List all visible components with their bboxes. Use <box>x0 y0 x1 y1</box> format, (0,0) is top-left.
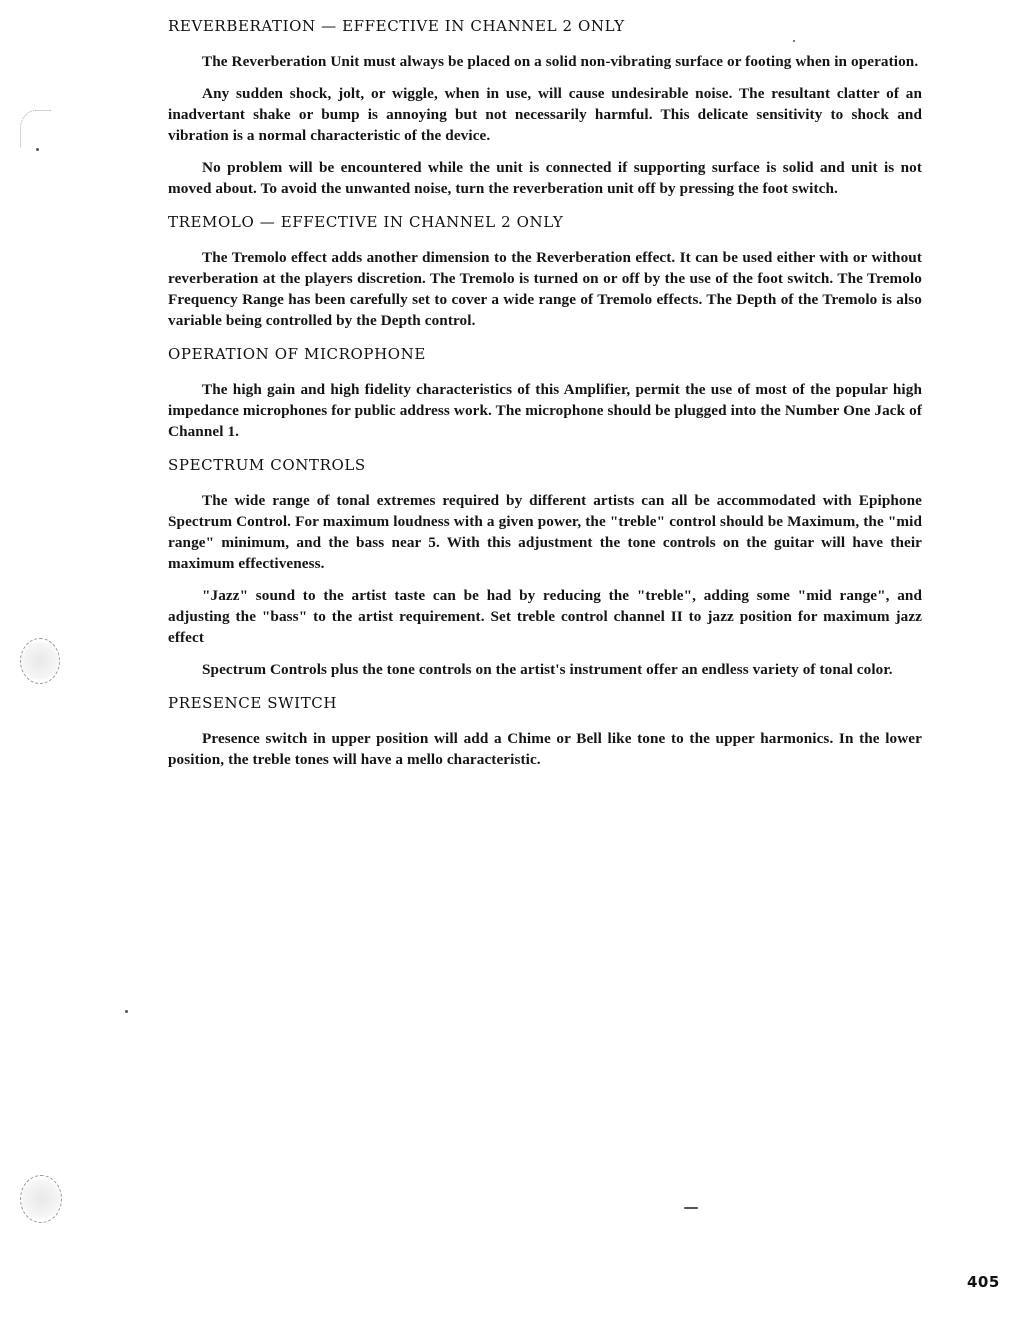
scan-speck <box>125 1010 128 1013</box>
section-presence-switch <box>168 691 922 770</box>
paragraph: Spectrum Controls plus the tone controls on the artist's instrument offer an endless variety of tonal color. <box>202 661 893 678</box>
section-heading: PRESENCE SWITCH <box>168 694 338 712</box>
paragraph: "Jazz" sound to the artist taste can be had by reducing the "treble", adding some "mid range", and adjusting the "bass" to the artist requirement. Set treble control channel II to jazz position for maximum jazz effect <box>168 587 922 646</box>
section-heading: TREMOLO — EFFECTIVE IN CHANNEL 2 ONLY <box>168 213 564 231</box>
paragraph: The wide range of tonal extremes required by different artists can all be accommodated with Epiphone Spectrum Control. For maximum loudness with a given power, the "treble" control should be Maximum, the "mid range" minimum, and the bass near 5. With this adjustment the tone controls on the guitar will have their maximum effectiveness. <box>168 492 922 572</box>
section-reverberation <box>168 14 922 199</box>
punch-hole-mark-middle <box>20 638 60 684</box>
section-heading: REVERBERATION — EFFECTIVE IN CHANNEL 2 ONLY <box>168 17 625 35</box>
section-heading: OPERATION OF MICROPHONE <box>168 345 426 363</box>
paragraph: The Reverberation Unit must always be placed on a solid non-vibrating surface or footing when in operation. <box>202 53 919 70</box>
punch-hole-mark-bottom <box>20 1175 62 1223</box>
section-spectrum-controls <box>168 453 922 680</box>
page-number: 405 <box>967 1273 1000 1291</box>
punch-hole-mark-top <box>14 110 48 150</box>
section-heading: SPECTRUM CONTROLS <box>168 456 366 474</box>
scan-speck <box>36 148 39 151</box>
document-body <box>168 14 922 781</box>
paragraph: The high gain and high fidelity characteristics of this Amplifier, permit the use of most of the popular high impedance microphones for public address work. The microphone should be plugged into the Number One Jack of Channel 1. <box>168 381 922 440</box>
paragraph: Any sudden shock, jolt, or wiggle, when in use, will cause undesirable noise. The resultant clatter of an inadvertant shake or bump is annoying but not necessarily harmful. This delicate sensitivity to shock and vibration is a normal characteristic of the device. <box>168 85 922 144</box>
paragraph: No problem will be encountered while the unit is connected if supporting surface is solid and unit is not moved about. To avoid the unwanted noise, turn the reverberation unit off by pressing the foot switch. <box>168 159 922 197</box>
paragraph: Presence switch in upper position will add a Chime or Bell like tone to the upper harmonics. In the lower position, the treble tones will have a mello characteristic. <box>168 730 922 768</box>
scan-speck <box>684 1207 698 1209</box>
section-microphone <box>168 342 922 442</box>
paragraph: The Tremolo effect adds another dimension to the Reverberation effect. It can be used either with or without reverberation at the players discretion. The Tremolo is turned on or off by the use of the foot switch. The Tremolo Frequency Range has been carefully set to cover a wide range of Tremolo effects. The Depth of the Tremolo is also variable being controlled by the Depth control. <box>168 249 922 329</box>
section-tremolo <box>168 210 922 331</box>
